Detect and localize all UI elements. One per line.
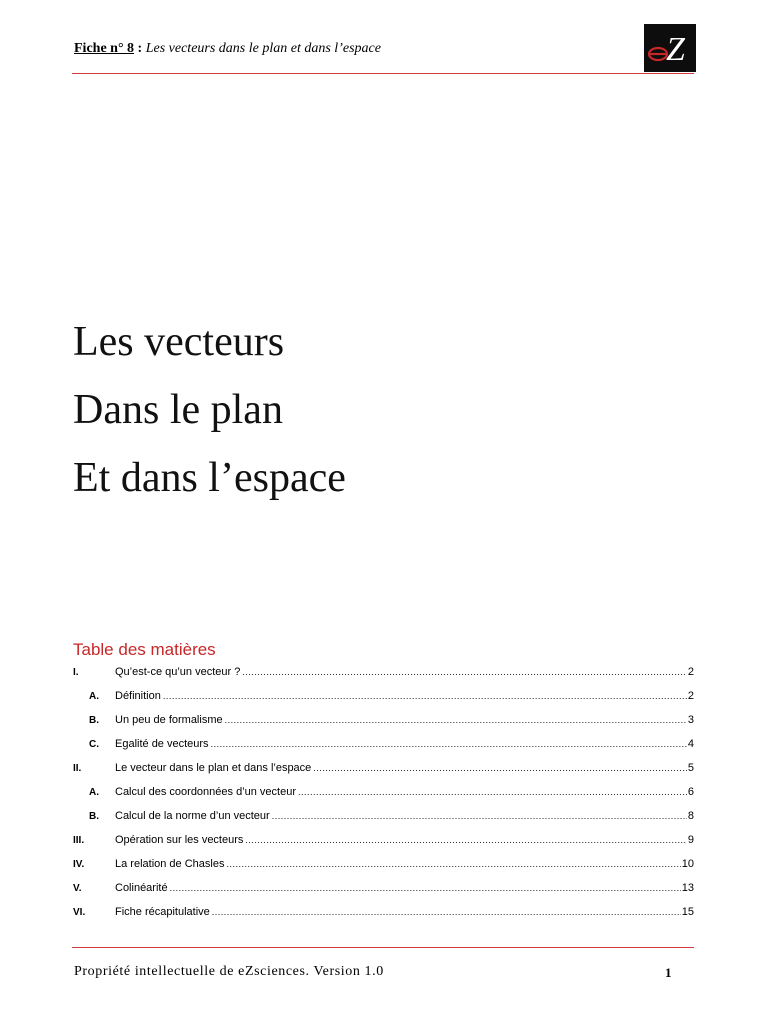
main-title-line-3: Et dans l’espace [73, 455, 346, 501]
toc-entry-label: Calcul des coordonnées d’un vecteur [115, 786, 297, 798]
toc-leader [272, 811, 687, 821]
toc-entry-page: 6 [687, 786, 694, 798]
toc-entry-label: Egalité de vecteurs [115, 738, 209, 750]
toc-entry-label: Définition [115, 690, 161, 702]
toc-entry[interactable] [73, 900, 694, 924]
toc-entry[interactable] [73, 828, 694, 852]
toc-entry-label: La relation de Chasles [115, 858, 225, 870]
toc-leader [298, 787, 687, 797]
toc-entry-label: Qu’est-ce qu’un vecteur ? [115, 666, 241, 678]
toc-entry[interactable] [73, 708, 694, 732]
toc-entry[interactable] [73, 852, 694, 876]
footer-copyright: Propriété intellectuelle de eZsciences. Version 1.0 [74, 964, 384, 979]
main-title-line-1: Les vecteurs [73, 319, 285, 365]
toc-entry[interactable] [73, 804, 694, 828]
toc-entry-number: A. [89, 786, 99, 798]
toc-entry[interactable] [73, 780, 694, 804]
header-divider [72, 73, 694, 74]
toc-entry[interactable] [73, 876, 694, 900]
toc-entry-number: VI. [73, 906, 86, 918]
logo-graphic [644, 24, 696, 72]
header-separator: : [134, 41, 146, 56]
toc-entry-page: 2 [687, 690, 694, 702]
toc-entry-number: B. [89, 714, 99, 726]
toc-leader [226, 859, 680, 869]
toc-entry-page: 10 [681, 858, 694, 870]
toc-entry-label: Un peu de formalisme [115, 714, 223, 726]
toc-leader [212, 907, 681, 917]
table-of-contents [73, 660, 694, 924]
page-header [74, 41, 381, 57]
toc-leader [170, 883, 681, 893]
toc-entry-number: B. [89, 810, 99, 822]
svg-text:Z: Z [666, 31, 685, 68]
toc-entry-label: Calcul de la norme d’un vecteur [115, 810, 270, 822]
toc-leader [242, 667, 687, 677]
toc-entry-page: 9 [687, 834, 694, 846]
toc-entry-page: 4 [687, 738, 694, 750]
toc-entry[interactable] [73, 684, 694, 708]
toc-entry[interactable] [73, 756, 694, 780]
toc-leader [225, 715, 687, 725]
toc-entry-page: 8 [687, 810, 694, 822]
toc-entry[interactable] [73, 660, 694, 684]
toc-entry-page: 5 [687, 762, 694, 774]
toc-entry-label: Fiche récapitulative [115, 906, 210, 918]
toc-entry-number: III. [73, 834, 85, 846]
toc-entry-page: 13 [681, 882, 694, 894]
toc-entry-page: 3 [687, 714, 694, 726]
toc-leader [245, 835, 686, 845]
toc-entry-page: 15 [681, 906, 694, 918]
toc-leader [313, 763, 687, 773]
toc-entry-label: Le vecteur dans le plan et dans l’espace [115, 762, 312, 774]
header-subtitle: Les vecteurs dans le plan et dans l’espace [145, 41, 381, 56]
toc-entry[interactable] [73, 732, 694, 756]
page-number: 1 [665, 965, 672, 980]
footer-divider [72, 947, 694, 948]
toc-entry-number: V. [73, 882, 82, 894]
toc-entry-number: C. [89, 738, 99, 750]
toc-entry-page: 2 [687, 666, 694, 678]
toc-entry-label: Colinéarité [115, 882, 168, 894]
toc-heading: Table des matières [73, 640, 216, 659]
header-sheet-number: Fiche n° 8 [74, 41, 135, 56]
toc-entry-number: II. [73, 762, 82, 774]
main-title-line-2: Dans le plan [73, 387, 283, 433]
ezsciences-logo [644, 24, 696, 72]
toc-leader [211, 739, 687, 749]
toc-entry-number: I. [73, 666, 79, 678]
toc-entry-number: A. [89, 690, 99, 702]
toc-entry-label: Opération sur les vecteurs [115, 834, 244, 846]
toc-leader [163, 691, 687, 701]
toc-entry-number: IV. [73, 858, 85, 870]
